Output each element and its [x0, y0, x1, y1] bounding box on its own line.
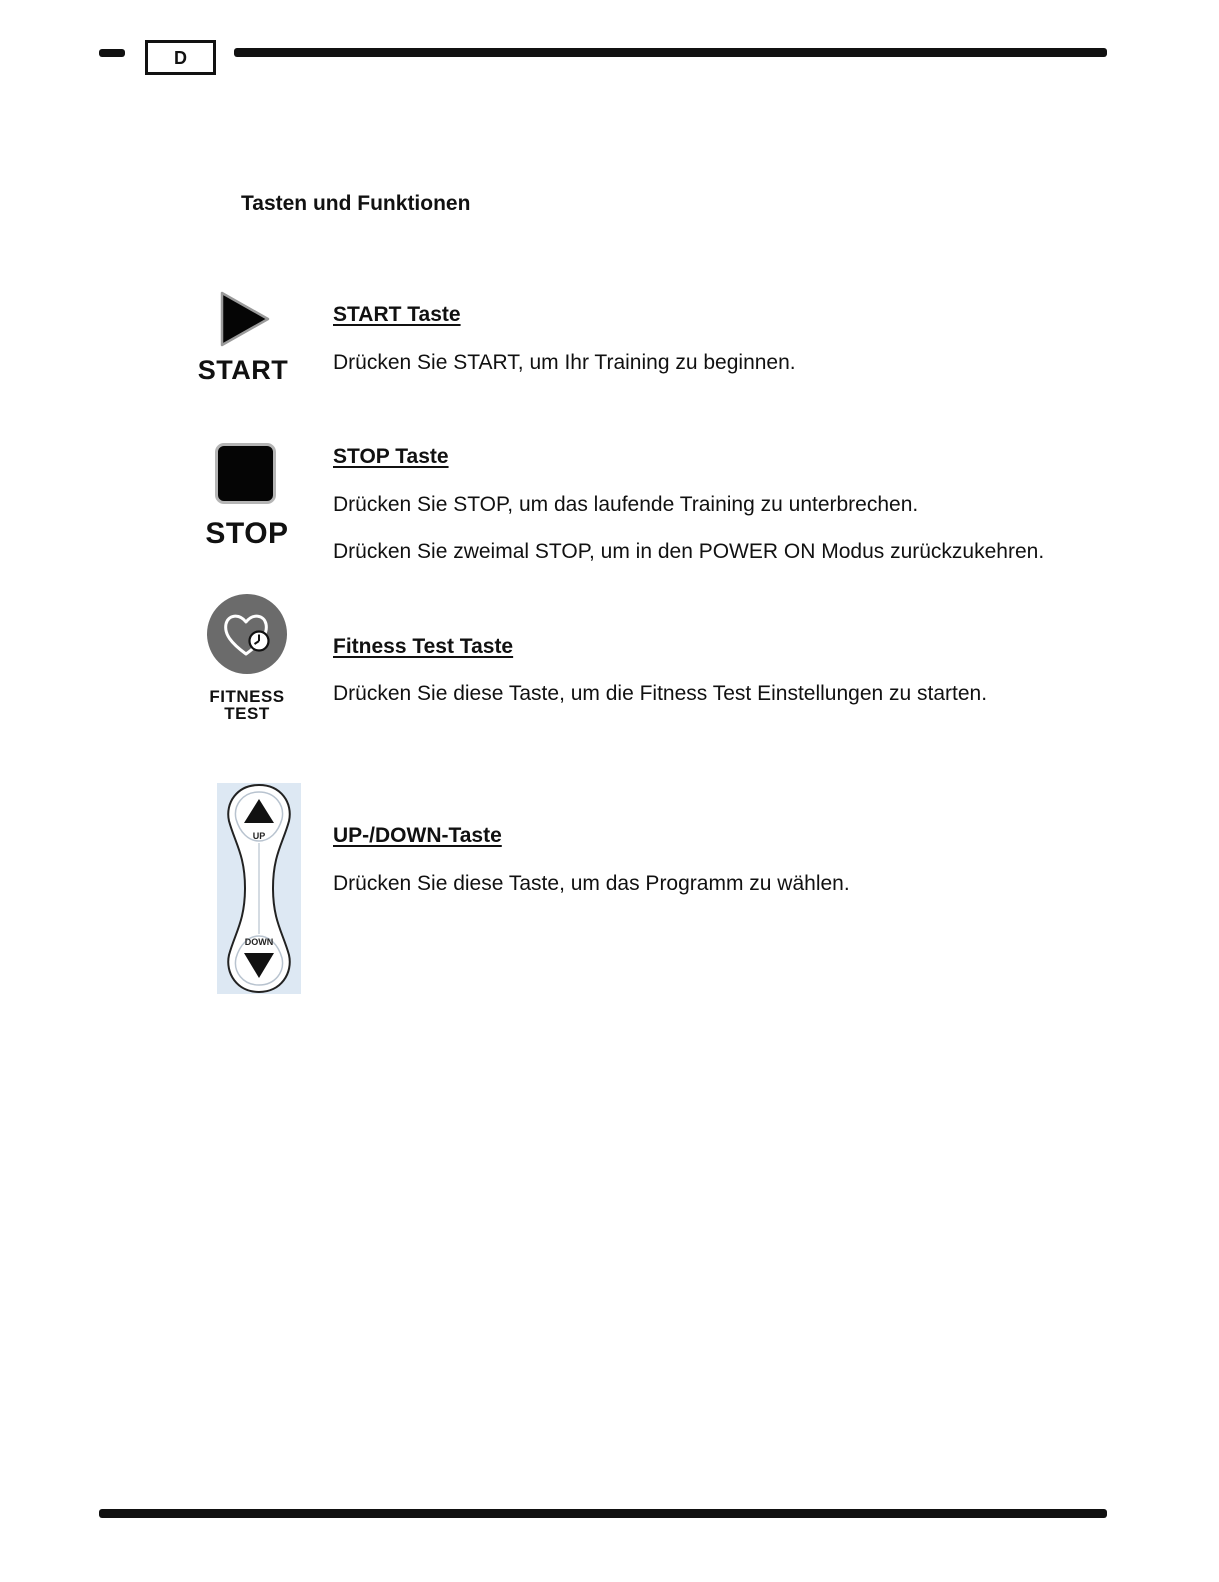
start-button-label: START [197, 355, 289, 385]
up-label: UP [252, 831, 266, 841]
stop-button-label: STOP [205, 517, 289, 550]
fitness-test-heading: Fitness Test Taste [333, 635, 514, 658]
fitness-label-line-2: TEST [224, 704, 270, 723]
header-rule-left [99, 49, 125, 57]
heart-clock-icon [206, 593, 288, 675]
up-down-heading: UP-/DOWN-Taste [333, 824, 502, 847]
stop-description-1: Drücken Sie STOP, um das laufende Training zu unterbrechen. [333, 493, 919, 516]
stop-heading: STOP Taste [333, 445, 449, 468]
fitness-test-button-label [196, 688, 298, 722]
play-triangle-icon [218, 290, 272, 348]
fitness-test-description: Drücken Sie diese Taste, um die Fitness Test Einstellungen zu starten. [333, 682, 988, 705]
down-label: DOWN [244, 937, 274, 947]
header-rule-right [234, 48, 1107, 57]
section-title: Tasten und Funktionen [241, 192, 471, 215]
fitness-label-line-1: FITNESS [209, 687, 285, 706]
start-heading: START Taste [333, 303, 461, 326]
up-down-description: Drücken Sie diese Taste, um das Programm zu wählen. [333, 872, 850, 895]
up-down-rocker-icon [217, 783, 301, 994]
stop-square-icon [215, 443, 276, 504]
stop-description-2: Drücken Sie zweimal STOP, um in den POWER ON Modus zurückzukehren. [333, 540, 1045, 563]
start-description: Drücken Sie START, um Ihr Training zu beginnen. [333, 351, 796, 374]
footer-rule [99, 1509, 1107, 1518]
language-tab: D [145, 40, 216, 75]
